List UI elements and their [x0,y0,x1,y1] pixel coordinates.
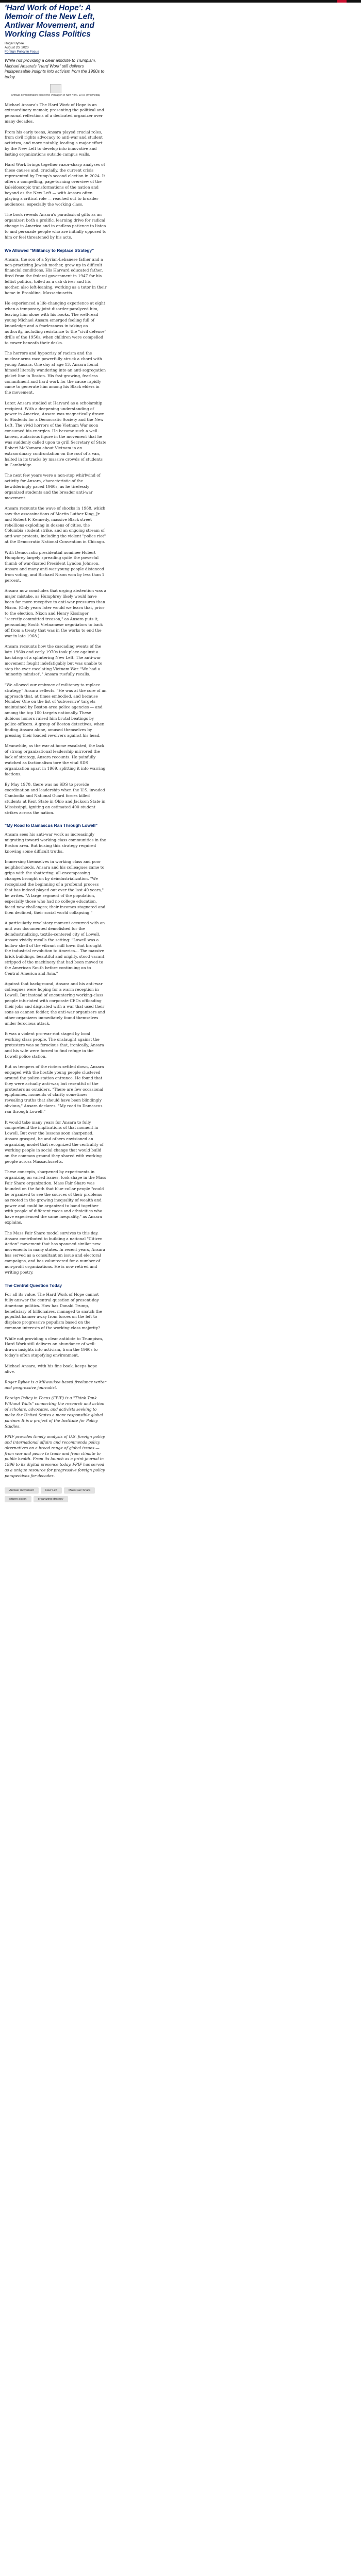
bio-paragraph: FPIF provides timely analysis of U.S. foreign policy and international affairs and recommends policy alternatives on a broad range of global issues — from war and peace to trade and from climate to public health. From its launch as a print journal in 1996 to its digital presence today, FPIF has served as a unique resource for progressive foreign policy perspectives for decades. [5,1434,105,1479]
body-paragraph: But as tempers of the rioters settled down, Ansara engaged with the hostile young people clustered around the police-station entrance. He found that they were actually anti-war, but resentful of the protesters as outsiders. "There are few occasional epiphanies, moments of clarity sometimes revealing truths that should have been blindingly obvious," Ansara declares. "My road to Damascus ran through Lowell." [5,1064,104,1114]
body-paragraph: Hard Work brings together razor-sharp analyses of these causes and, crucially, the current crisis represented by Trump's second election in 2024. It offers a compelling, page-turning overview of the kaleidoscopic transformations of the nation and beyond as the New Left — with Ansara often playing a critical role — reached out to broader audiences, especially the working class. [5,162,105,207]
body-paragraph: Immersing themselves in working class and poor neighborhoods, Ansara and his colleagues came to grips with the shattering, all-encompassing changes brought on by deindustrialization. "We recognized the beginning of a profound process that has indeed played out over the last 40 years," he writes. "A large segment of the population, especially those who had no college education, faced new challenges; their incomes stagnated and then declined, their social world collapsing." [5,859,106,915]
top-bar [0,0,361,3]
outlet-link[interactable]: Foreign Policy in Focus [5,50,39,54]
body-paragraph: Against that background, Ansara and his anti-war colleagues were hoping for a warm reception in Lowell. But instead of encountering working-class people infuriated with corporate CEOs offloading their jobs and disgusted with a war that used their sons as cannon fodder, the anti-war organizers and other organizers immediately found themselves under ferocious attack. [5,981,105,1026]
section-heading: "My Road to Damascus Ran Through Lowell" [5,823,98,828]
tag-chip[interactable]: citizen action [5,1496,31,1502]
tag-list [5,1487,107,1502]
tag-chip[interactable]: Antiwar movement [5,1487,39,1494]
body-paragraph: "We allowed our embrace of militancy to replace strategy," Ansara reflects. "He was at the core of an approach that, at times embodied, and because Number One on the list of 'subversive' targets maintained by Boston-area police agencies — and among the top 100 targets nationally. These dubious honors raised him brutal beatings by police officers. A group of Boston detectives, when finding Ansara alone, amused themselves by pressing their loaded revolvers against his head. [5,682,107,738]
body-paragraph: Ansara sees his anti-war work as increasingly migrating toward working-class communities in the Boston area. But busing this strategy required knowing some difficult truths. [5,832,106,854]
body-paragraph: While not providing a clear antidote to Trumpism, Hard Work still delivers an abundance of well-drawn insights into activism, from the 1960s to today's often stupefying environment. [5,1336,103,1358]
body-paragraph: Ansara now concludes that urging abstention was a major mistake, as Humphrey likely would have been far more receptive to anti-war pressures than Nixon. (Only years later would we learn that, prior to the election, Nixon and Henry Kissinger "secretly committed treason," as Ansara puts it, persuading South Vietnamese negotiators to back off from a treaty that was in the works to end the war in late 1968.) [5,588,107,638]
article-title: 'Hard Work of Hope': A Memoir of the New Left, Antiwar Movement, and Working Class Politics [5,4,95,39]
article-photo [50,84,61,93]
body-paragraph: The Mass Fair Share model survives to this day. Ansara contributed to building a national "Citizen Action" movement that has spawned similar new movements in many states. In recent years, Ansara has served as a consultant on issue and electoral campaigns, and has volunteered for a number of non-profit organizations. He is now retired and writing poetry. [5,1230,106,1275]
article [5,4,107,1502]
body-paragraph: The next few years were a non-stop whirlwind of activity for Ansara, characteristic of the bewilderingly paced 1960s, as he tirelessly organized students and the broader anti-war movement. [5,472,101,500]
body-paragraph: By May 1970, there was no SDS to provide coordination and leadership when the U.S. invaded Cambodia and National Guard forces killed students at Kent State in Ohio and Jackson State in Mississippi, igniting an estimated 400 student strikes across the nation. [5,782,106,815]
body-paragraph: Ansara, the son of a Syrian-Lebanese father and a non-practicing Jewish mother, grew up in difficult financial conditions. His Harvard educated father, fired from the federal government in 1947 for his leftist politics, toiled as a cab driver and his mother, also left-leaning, working as a tutor in their home in Brookline, Massachusetts. [5,257,107,296]
section-heading: The Central Question Today [5,1282,62,1288]
body-paragraph: Later, Ansara studied at Harvard as a scholarship recipient. With a deepening understanding of power in America, Ansara was magnetically drawn to Students for a Democratic Society and the New Left. The vivid horrors of the Vietnam War soon consumed his energies. He became such a well-known, audacious figure in the movement that he was suddenly called upon to grill Secretary of State Robert McNamara about Vietnam in an extraordinary confrontation on the roof of a van, halted in its tracks by massive crowds of students in Cambridge. [5,400,107,467]
body-paragraph: The book reveals Ansara's paradoxical gifts as an organizer: both a prolific, learning drive for radical change in America and in endless patience to listen to and persuade people who are initially opposed to him or feel threatened by his acts. [5,212,107,240]
body-paragraph: The horrors and hypocrisy of racism and the nuclear arms race powerfully struck a chord with young Ansara. One day at age 13, Ansara found himself literally wandering into an anti-segregation picket line in Boston. His fast-growing, fearless commitment and hard work for the cause rapidly came to generate him among his Black elders in the movement. [5,350,106,395]
body-paragraph: He experienced a life-changing experience at eight when a temporary joint disorder paralyzed him, leaving him alone with his books. The well-read young Michael Ansara emerged feeling full of knowledge and a fearlessness in taking on authority, including resistance to the "civil defense" drills of the 1950s, when children were compelled to cower beneath their desks. [5,301,107,345]
photo-caption: Antiwar demonstrators picket the Pentagon in New York. 1970. (Wikimedia) [11,94,101,97]
tag-chip[interactable]: New Left [41,1487,62,1494]
body-paragraph: With Democratic presidential nominee Hubert Humphrey largely spreading quite the powerful thumb of war-fixated President Lyndon Johnson, Ansara and many anti-war young people distanced from voting, and Richard Nixon won by less than 1 percent. [5,550,105,583]
body-paragraph: A particularly revelatory moment occurred with an unit was documented demolished for the deindustrializing, textile-centered city of Lowell. Ansara vividly recalls the setting: "Lowell was a hollow shell of the vibrant mill town that brought the industrial revolution to America... The massive brick buildings, beautiful and mighty, stood vacant, stripped of the machinery that had been moved to the American South before continuing on to Central America and Asia." [5,920,106,976]
article-dek: While not providing a clear antidote to Trumpism, Michael Ansara's "Hard Work" still delivers indispensable insights into activism from the 1960s to today. [5,58,105,79]
body-paragraph: Michael Ansara's The Hard Work of Hope is an extraordinary memoir, presenting the political and personal reflections of a dedicated organizer over many decades. [5,102,104,124]
body-paragraph: Ansara recounts the wave of shocks in 1968, which saw the assassinations of Martin Luther King, Jr. and Robert F. Kennedy, massive Black street rebellions exploding in dozens of cities, the Columbia student strike, and an ongoing stream of anti-war protests, including the violent "police riot" at the Democratic National Convention in Chicago. [5,505,106,545]
publish-date: August 20, 2020 [5,46,29,49]
body-paragraph: It would take many years for Ansara to fully comprehend the implications of that moment in Lowell. But over the lessons soon sharpened. Ansara grasped, he and others envisioned an organizing model that recognized the centrality of working people in social change that would build on the common ground they shared with working people across Massachusetts. [5,1120,104,1164]
body-paragraph: These concepts, sharpened by experiments in organizing on varied issues, took shape in the Mass Fair Share organization. Mass Fair Share was founded on the faith that blue-collar people "could be organized to see the sources of their problems as rooted in the growing inequality of wealth and power and could be organized to band together with people of different races and ethnicities who have experienced the same inequality," as Ansara explains. [5,1170,106,1225]
body-paragraph: Meanwhile, as the war at home escalated, the lack of strong organizational leadership mirrored the lack of strategy, Ansara recounts. He painfully watched as factionalism tore the vital SDS organization apart in 1969, splitting it into warring factions. [5,743,106,776]
body-paragraph: From his early teens, Ansara played crucial roles, from civil rights advocacy to anti-war and student activism, and more notably, leading a major effort by the New Left to develop into innovative and lasting organizations outside campus walls. [5,129,103,157]
bio-paragraph: Foreign Policy in Focus (FPIF) is a "Think Tank Without Walls" connecting the research and action of scholars, advocates, and activists seeking to make the United States a more responsible global partner. It is a project of the Institute for Policy Studies. [5,1396,105,1429]
article-body [5,103,107,1375]
top-bar-accent [337,0,347,3]
body-paragraph: For all its value, The Hard Work of Hope cannot fully answer the central question of present-day American politics. How has Donald Trump, beneficiary of billionaires, managed to snatch the populist banner away from forces on the left to displace progressive populism based on the common interests of the working class majority? [5,1292,102,1331]
author-name: Roger Bybee [5,42,24,45]
body-paragraph: Michael Ansara, with his fine book, keeps hope alive. [5,1363,97,1374]
author-bio [5,1380,107,1479]
tag-chip[interactable]: Mass Fair Share [64,1487,95,1494]
byline [5,42,107,54]
body-paragraph: Ansara recounts how the cascading events of the late 1960s and early 1970s took place against a backdrop of a splintering New Left. The anti-war movement fought indefatigably but was unable to stop the ever-escalating Vietnam War. "We had a 'minority mindset'," Ansara ruefully recalls. [5,643,103,677]
tag-chip[interactable]: organizing strategy [34,1496,68,1502]
section-heading: We Allowed "Militancy to Replace Strategy" [5,247,94,253]
bio-paragraph: Roger Bybee is a Milwaukee-based freelance writer and progressive journalist. [5,1379,106,1390]
body-paragraph: It was a violent pro-war riot staged by local working class people. The onslaught against the protesters was so ferocious that, ironically, Ansara and his wife were forced to find refuge in the Lowell police station. [5,1031,104,1059]
